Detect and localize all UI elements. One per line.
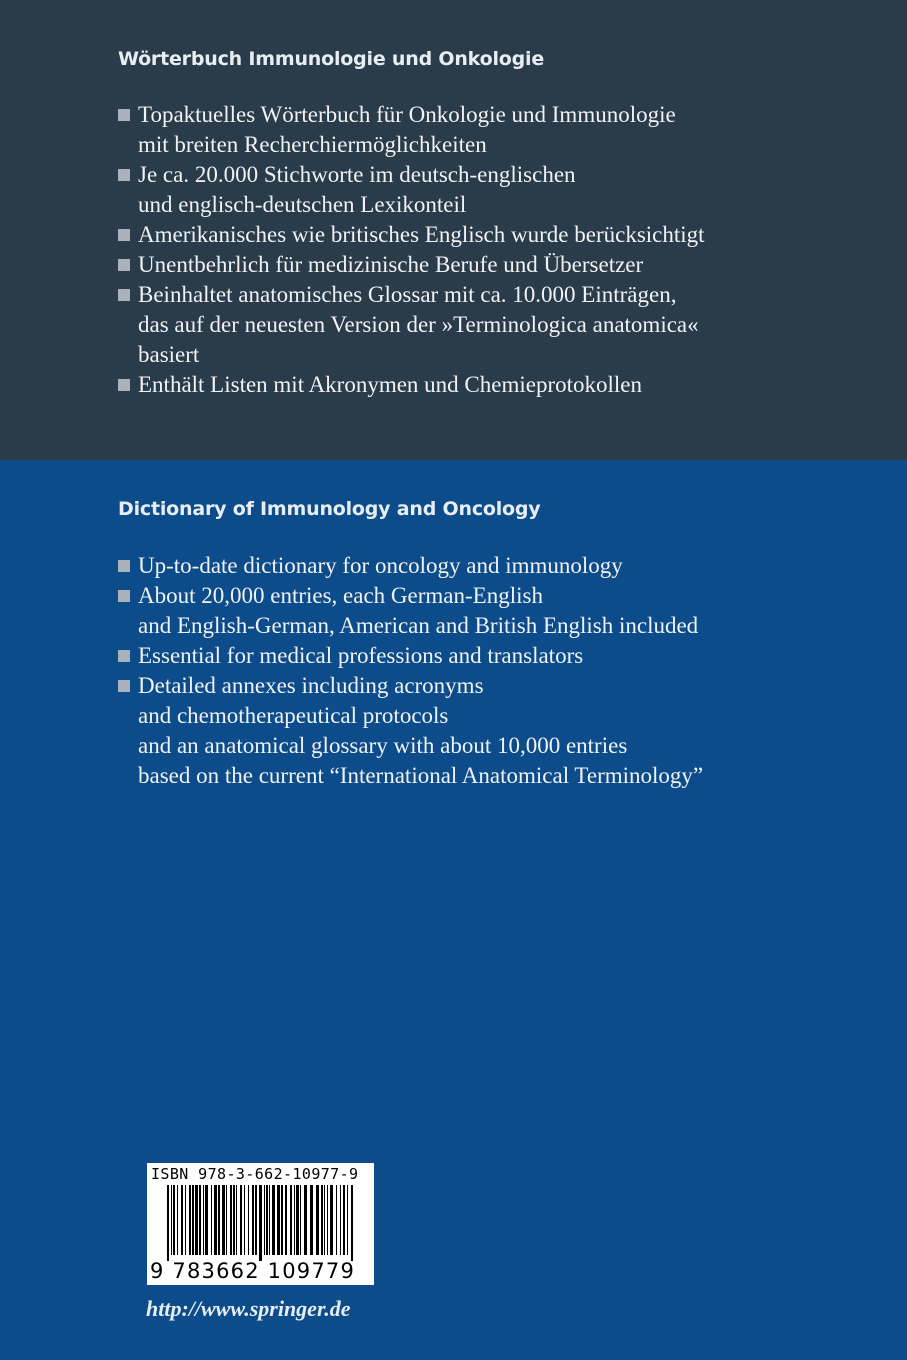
barcode-bar <box>205 1185 208 1255</box>
german-feature-item <box>118 160 705 220</box>
barcode-bar <box>351 1185 353 1261</box>
barcode-bar <box>281 1185 283 1255</box>
english-feature-item <box>118 671 703 791</box>
german-feature-item-text: Enthält Listen mit Akronymen und Chemieprotokollen <box>138 372 643 397</box>
barcode-bar <box>300 1185 301 1255</box>
german-feature-item-text: Beinhaltet anatomisches Glossar mit ca. 10.000 Einträgen, <box>138 282 677 307</box>
barcode-bar <box>171 1185 172 1255</box>
barcode-bar <box>230 1185 232 1255</box>
isbn-barcode <box>147 1163 374 1285</box>
barcode-bar <box>255 1185 257 1255</box>
english-heading: Dictionary of Immunology and Oncology <box>118 498 541 520</box>
square-bullet-icon <box>118 379 130 391</box>
german-feature-item <box>118 100 705 160</box>
barcode-bar <box>189 1185 191 1255</box>
square-bullet-icon <box>118 169 130 181</box>
german-feature-item <box>118 370 705 400</box>
barcode-bar <box>285 1185 287 1255</box>
square-bullet-icon <box>118 109 130 121</box>
barcode-bar <box>226 1185 227 1255</box>
english-feature-item <box>118 581 703 641</box>
barcode-bar <box>272 1185 275 1255</box>
barcode-bar <box>324 1185 325 1255</box>
barcode-bar <box>181 1185 183 1255</box>
german-feature-item <box>118 250 705 280</box>
german-feature-item-text: Je ca. 20.000 Stichworte im deutsch-englischen <box>138 162 576 187</box>
isbn-label: ISBN 978-3-662-10977-9 <box>151 1165 359 1183</box>
square-bullet-icon <box>118 560 130 572</box>
german-feature-list <box>118 100 705 400</box>
barcode-bar <box>343 1185 345 1255</box>
barcode-bar <box>240 1185 242 1255</box>
barcode-bar <box>211 1185 212 1255</box>
barcode-bar <box>290 1185 292 1255</box>
english-feature-item-text: About 20,000 entries, each German-English <box>138 583 543 608</box>
barcode-bar <box>321 1185 323 1255</box>
german-feature-item-text: und englisch-deutschen Lexikonteil <box>138 192 467 217</box>
english-feature-item <box>118 641 703 671</box>
barcode-bar <box>177 1185 178 1255</box>
barcode-bar <box>173 1185 175 1255</box>
german-feature-item-text: Unentbehrlich für medizinische Berufe und Übersetzer <box>138 252 644 277</box>
barcode-bar <box>310 1185 313 1255</box>
square-bullet-icon <box>118 259 130 271</box>
square-bullet-icon <box>118 650 130 662</box>
barcode-bar <box>304 1185 307 1255</box>
barcode-bar <box>294 1185 295 1255</box>
barcode-bars <box>167 1185 357 1261</box>
barcode-bar <box>336 1185 337 1255</box>
barcode-bar <box>222 1185 225 1255</box>
german-feature-item-text: das auf der neuesten Version der »Terminologica anatomica« <box>138 312 699 337</box>
square-bullet-icon <box>118 680 130 692</box>
barcode-bar <box>203 1185 204 1255</box>
german-feature-item <box>118 280 705 370</box>
barcode-bar <box>195 1185 198 1255</box>
barcode-bar <box>296 1185 299 1255</box>
barcode-bar <box>185 1185 186 1255</box>
english-feature-item-text: Detailed annexes including acronyms <box>138 673 484 698</box>
square-bullet-icon <box>118 590 130 602</box>
barcode-bar <box>167 1185 169 1261</box>
english-feature-item <box>118 551 703 581</box>
barcode-bar <box>252 1185 254 1255</box>
barcode-bar <box>330 1185 333 1255</box>
barcode-bar <box>236 1185 237 1255</box>
barcode-bar <box>327 1185 328 1255</box>
english-feature-list <box>118 551 703 791</box>
barcode-digits: 9 783662 109779 <box>150 1259 356 1283</box>
barcode-bar <box>269 1185 270 1255</box>
german-feature-item-text: basiert <box>138 342 200 367</box>
barcode-bar <box>347 1185 348 1255</box>
barcode-bar <box>340 1185 341 1255</box>
barcode-bar <box>199 1185 201 1255</box>
square-bullet-icon <box>118 289 130 301</box>
barcode-bar <box>244 1185 245 1255</box>
german-feature-item-text: Amerikanisches wie britisches Englisch wurde berücksichtigt <box>138 222 705 247</box>
english-feature-item-text: Essential for medical professions and translators <box>138 643 584 668</box>
english-feature-item-text: and English-German, American and British English included <box>138 613 699 638</box>
barcode-bar <box>266 1185 268 1255</box>
german-feature-item <box>118 220 705 250</box>
barcode-bar <box>316 1185 319 1255</box>
barcode-bar <box>264 1185 265 1255</box>
english-feature-item-text: and chemotherapeutical protocols <box>138 703 449 728</box>
barcode-bar <box>259 1185 262 1261</box>
square-bullet-icon <box>118 229 130 241</box>
english-feature-item-text: and an anatomical glossary with about 10,000 entries <box>138 733 628 758</box>
publisher-url[interactable]: http://www.springer.de <box>146 1296 351 1321</box>
barcode-bar <box>192 1185 194 1255</box>
barcode-bar <box>248 1185 249 1255</box>
english-feature-item-text: Up-to-date dictionary for oncology and immunology <box>138 553 623 578</box>
barcode-bar <box>218 1185 220 1255</box>
german-feature-item-text: Topaktuelles Wörterbuch für Onkologie und Immunologie <box>138 102 676 127</box>
german-feature-item-text: mit breiten Recherchiermöglichkeiten <box>138 132 487 157</box>
english-feature-item-text: based on the current “International Anatomical Terminology” <box>138 763 704 788</box>
barcode-bar <box>277 1185 280 1255</box>
barcode-bar <box>233 1185 235 1255</box>
german-heading: Wörterbuch Immunologie und Onkologie <box>118 48 545 70</box>
barcode-bar <box>214 1185 217 1255</box>
